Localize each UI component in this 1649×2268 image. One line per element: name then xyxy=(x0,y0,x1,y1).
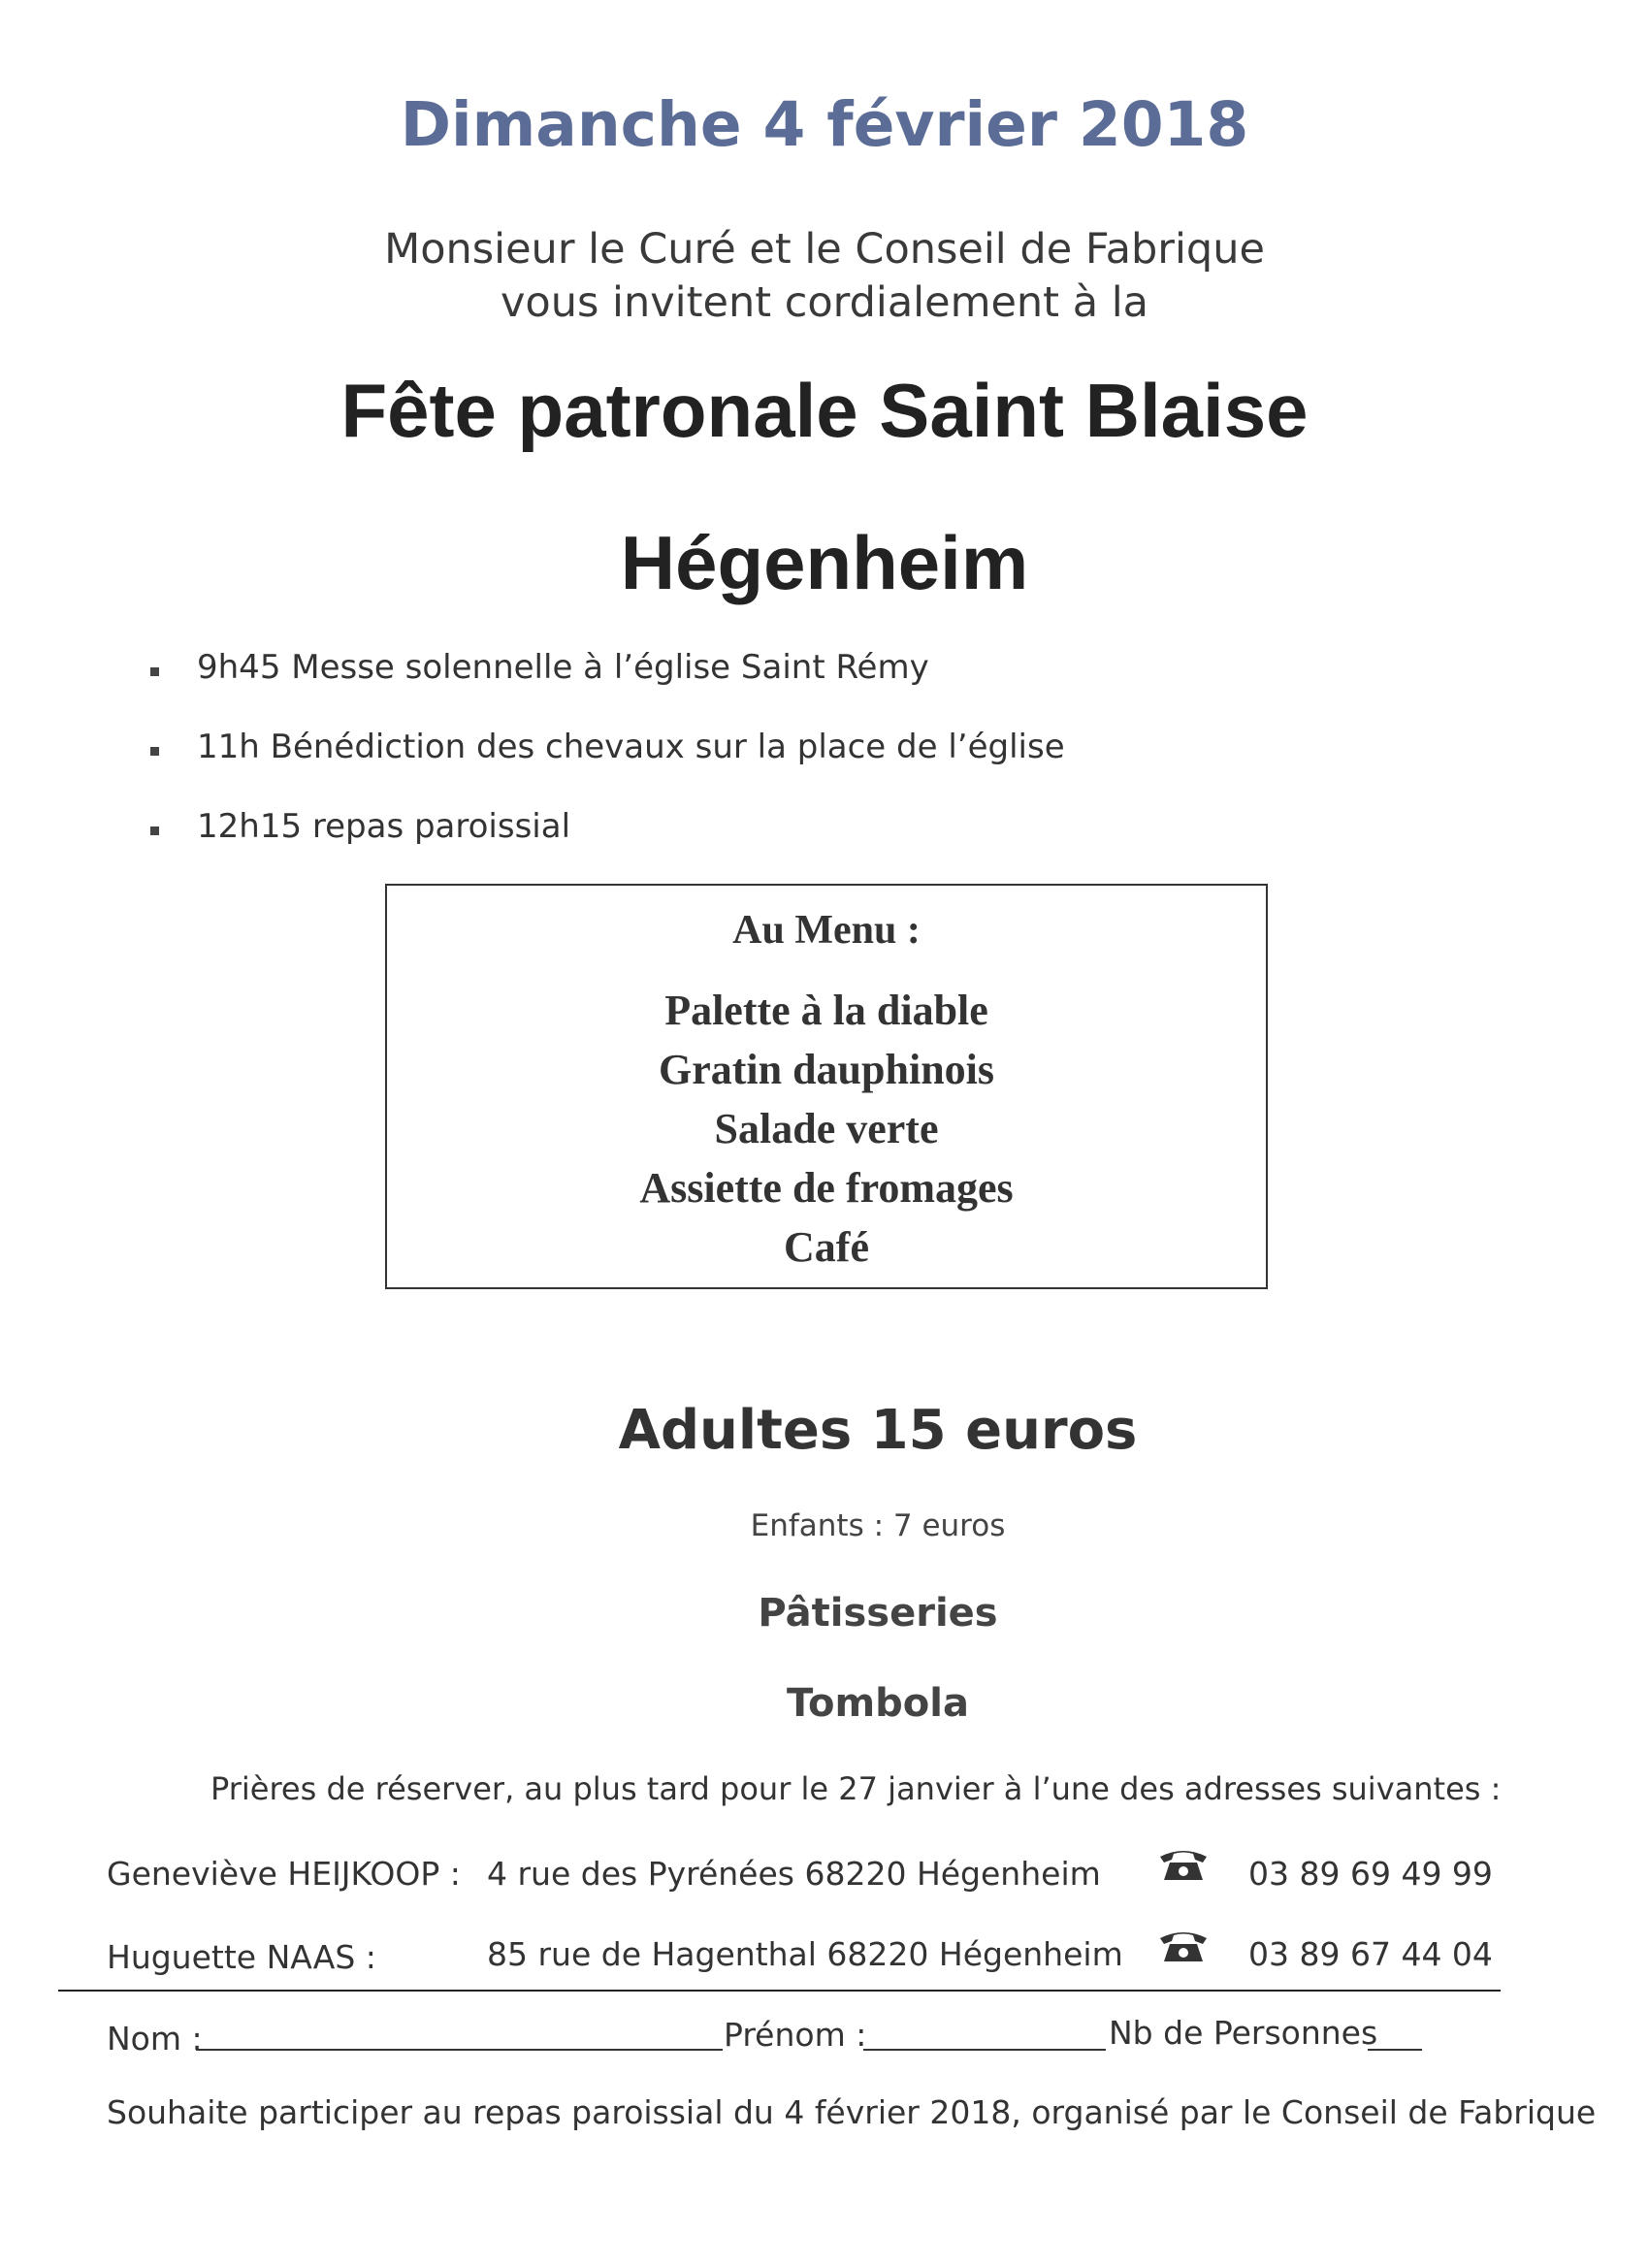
contact-name: Huguette NAAS : xyxy=(107,1938,376,1976)
children-price: Enfants : 7 euros xyxy=(750,1508,1006,1543)
menu-title: Au Menu : xyxy=(732,908,921,953)
menu-item: Café xyxy=(784,1223,869,1271)
contact-phone: 03 89 69 49 99 xyxy=(1248,1855,1493,1893)
menu-box xyxy=(385,884,1268,1289)
pastries-label: Pâtisseries xyxy=(758,1591,998,1636)
bullet-icon xyxy=(150,826,159,835)
divider xyxy=(58,1990,1501,1992)
menu-item: Gratin dauphinois xyxy=(658,1046,995,1093)
menu-item: Palette à la diable xyxy=(664,987,988,1034)
invitation-line-2: vous invitent cordialement à la xyxy=(500,278,1149,327)
prenom-label: Prénom : xyxy=(724,2016,867,2054)
contact-address: 85 rue de Hagenthal 68220 Hégenheim xyxy=(487,1935,1123,1973)
contact-name: Geneviève HEIJKOOP : xyxy=(107,1855,461,1893)
bullet-icon xyxy=(150,667,159,676)
nb-personnes-field[interactable] xyxy=(1368,2020,1422,2058)
nb-personnes-label: Nb de Personnes xyxy=(1109,2014,1378,2052)
nom-label: Nom : xyxy=(107,2020,203,2057)
menu-item: Salade verte xyxy=(714,1105,939,1152)
telephone-icon xyxy=(1156,1843,1211,1890)
schedule-item-text: 12h15 repas paroissial xyxy=(197,807,571,846)
bullet-icon xyxy=(150,747,159,756)
event-place: Hégenheim xyxy=(620,520,1029,605)
adult-price: Adultes 15 euros xyxy=(618,1399,1138,1462)
tombola-label: Tombola xyxy=(787,1681,969,1726)
footer-text: Souhaite participer au repas paroissial du 4 février 2018, organisé par le Conseil de Fabrique xyxy=(107,2093,1597,2131)
contact-address: 4 rue des Pyrénées 68220 Hégenheim xyxy=(487,1855,1101,1893)
menu-item: Assiette de fromages xyxy=(639,1164,1014,1212)
telephone-icon xyxy=(1156,1925,1211,1971)
invitation-line-1: Monsieur le Curé et le Conseil de Fabrique xyxy=(384,225,1265,274)
invitation-text xyxy=(0,223,1649,330)
prenom-field[interactable] xyxy=(863,2020,1106,2058)
event-date: Dimanche 4 février 2018 xyxy=(400,89,1249,160)
contact-phone: 03 89 67 44 04 xyxy=(1248,1935,1493,1973)
reservation-text: Prières de réserver, au plus tard pour le 27 janvier à l’une des adresses suivantes : xyxy=(210,1770,1502,1807)
menu-items xyxy=(387,981,1266,1277)
schedule-item-text: 11h Bénédiction des chevaux sur la place de l’église xyxy=(197,728,1065,766)
nom-field[interactable] xyxy=(196,2020,723,2058)
event-title: Fête patronale Saint Blaise xyxy=(340,368,1309,453)
schedule-item-text: 9h45 Messe solennelle à l’église Saint Rémy xyxy=(197,648,929,687)
